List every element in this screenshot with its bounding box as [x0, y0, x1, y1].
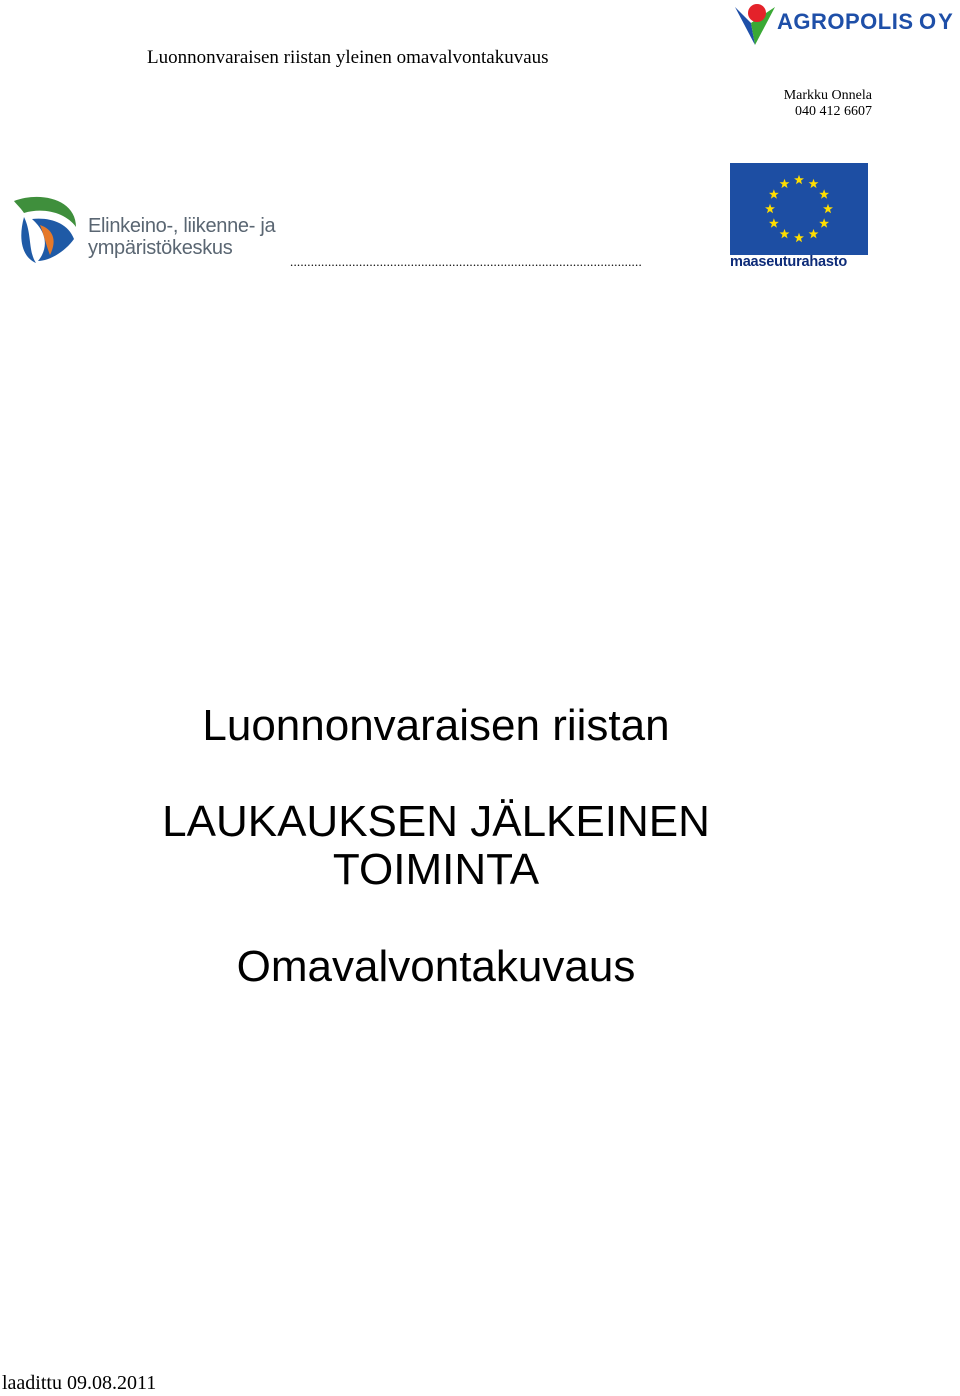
eu-star [809, 179, 819, 188]
contact-name: Markku Onnela [783, 88, 872, 103]
agropolis-logo [733, 3, 958, 47]
title-line-1: Luonnonvaraisen riistan [202, 701, 670, 750]
document-header-title: Luonnonvaraisen riistan yleinen omavalvontakuvaus [147, 47, 549, 68]
ely-emblem-icon [10, 193, 80, 265]
eu-star [780, 179, 790, 188]
contact-phone: 040 412 6607 [795, 104, 872, 119]
agropolis-wordmark: AGROPOLIS [777, 9, 914, 34]
eu-stars-icon [730, 163, 868, 255]
eu-star [794, 175, 804, 184]
eu-star [809, 229, 819, 238]
title-line-3: TOIMINTA [332, 845, 540, 894]
eu-star [769, 218, 779, 227]
eu-star [794, 233, 804, 242]
agropolis-suffix: OY [919, 9, 955, 34]
title-line-4: Omavalvontakuvaus [236, 942, 636, 991]
ely-logo-text-line2: ympäristökeskus [88, 237, 233, 259]
ely-logo-text-line1: Elinkeino-, liikenne- ja [88, 215, 276, 237]
eu-logo-caption: maaseuturahasto [730, 254, 848, 270]
eu-star [765, 204, 775, 213]
dotted-separator: ...................................................................................................... [290, 254, 642, 268]
ely-logo [10, 193, 280, 265]
eu-star [823, 204, 833, 213]
eu-star [819, 189, 829, 198]
eu-flag [730, 163, 868, 255]
eu-star [780, 229, 790, 238]
eu-star [819, 218, 829, 227]
created-date: laadittu 09.08.2011 [2, 1372, 157, 1394]
agropolis-emblem-icon [733, 3, 777, 47]
eu-star [769, 189, 779, 198]
title-line-2: LAUKAUKSEN JÄLKEINEN [162, 797, 710, 846]
eu-maaseuturahasto-logo [730, 163, 870, 271]
